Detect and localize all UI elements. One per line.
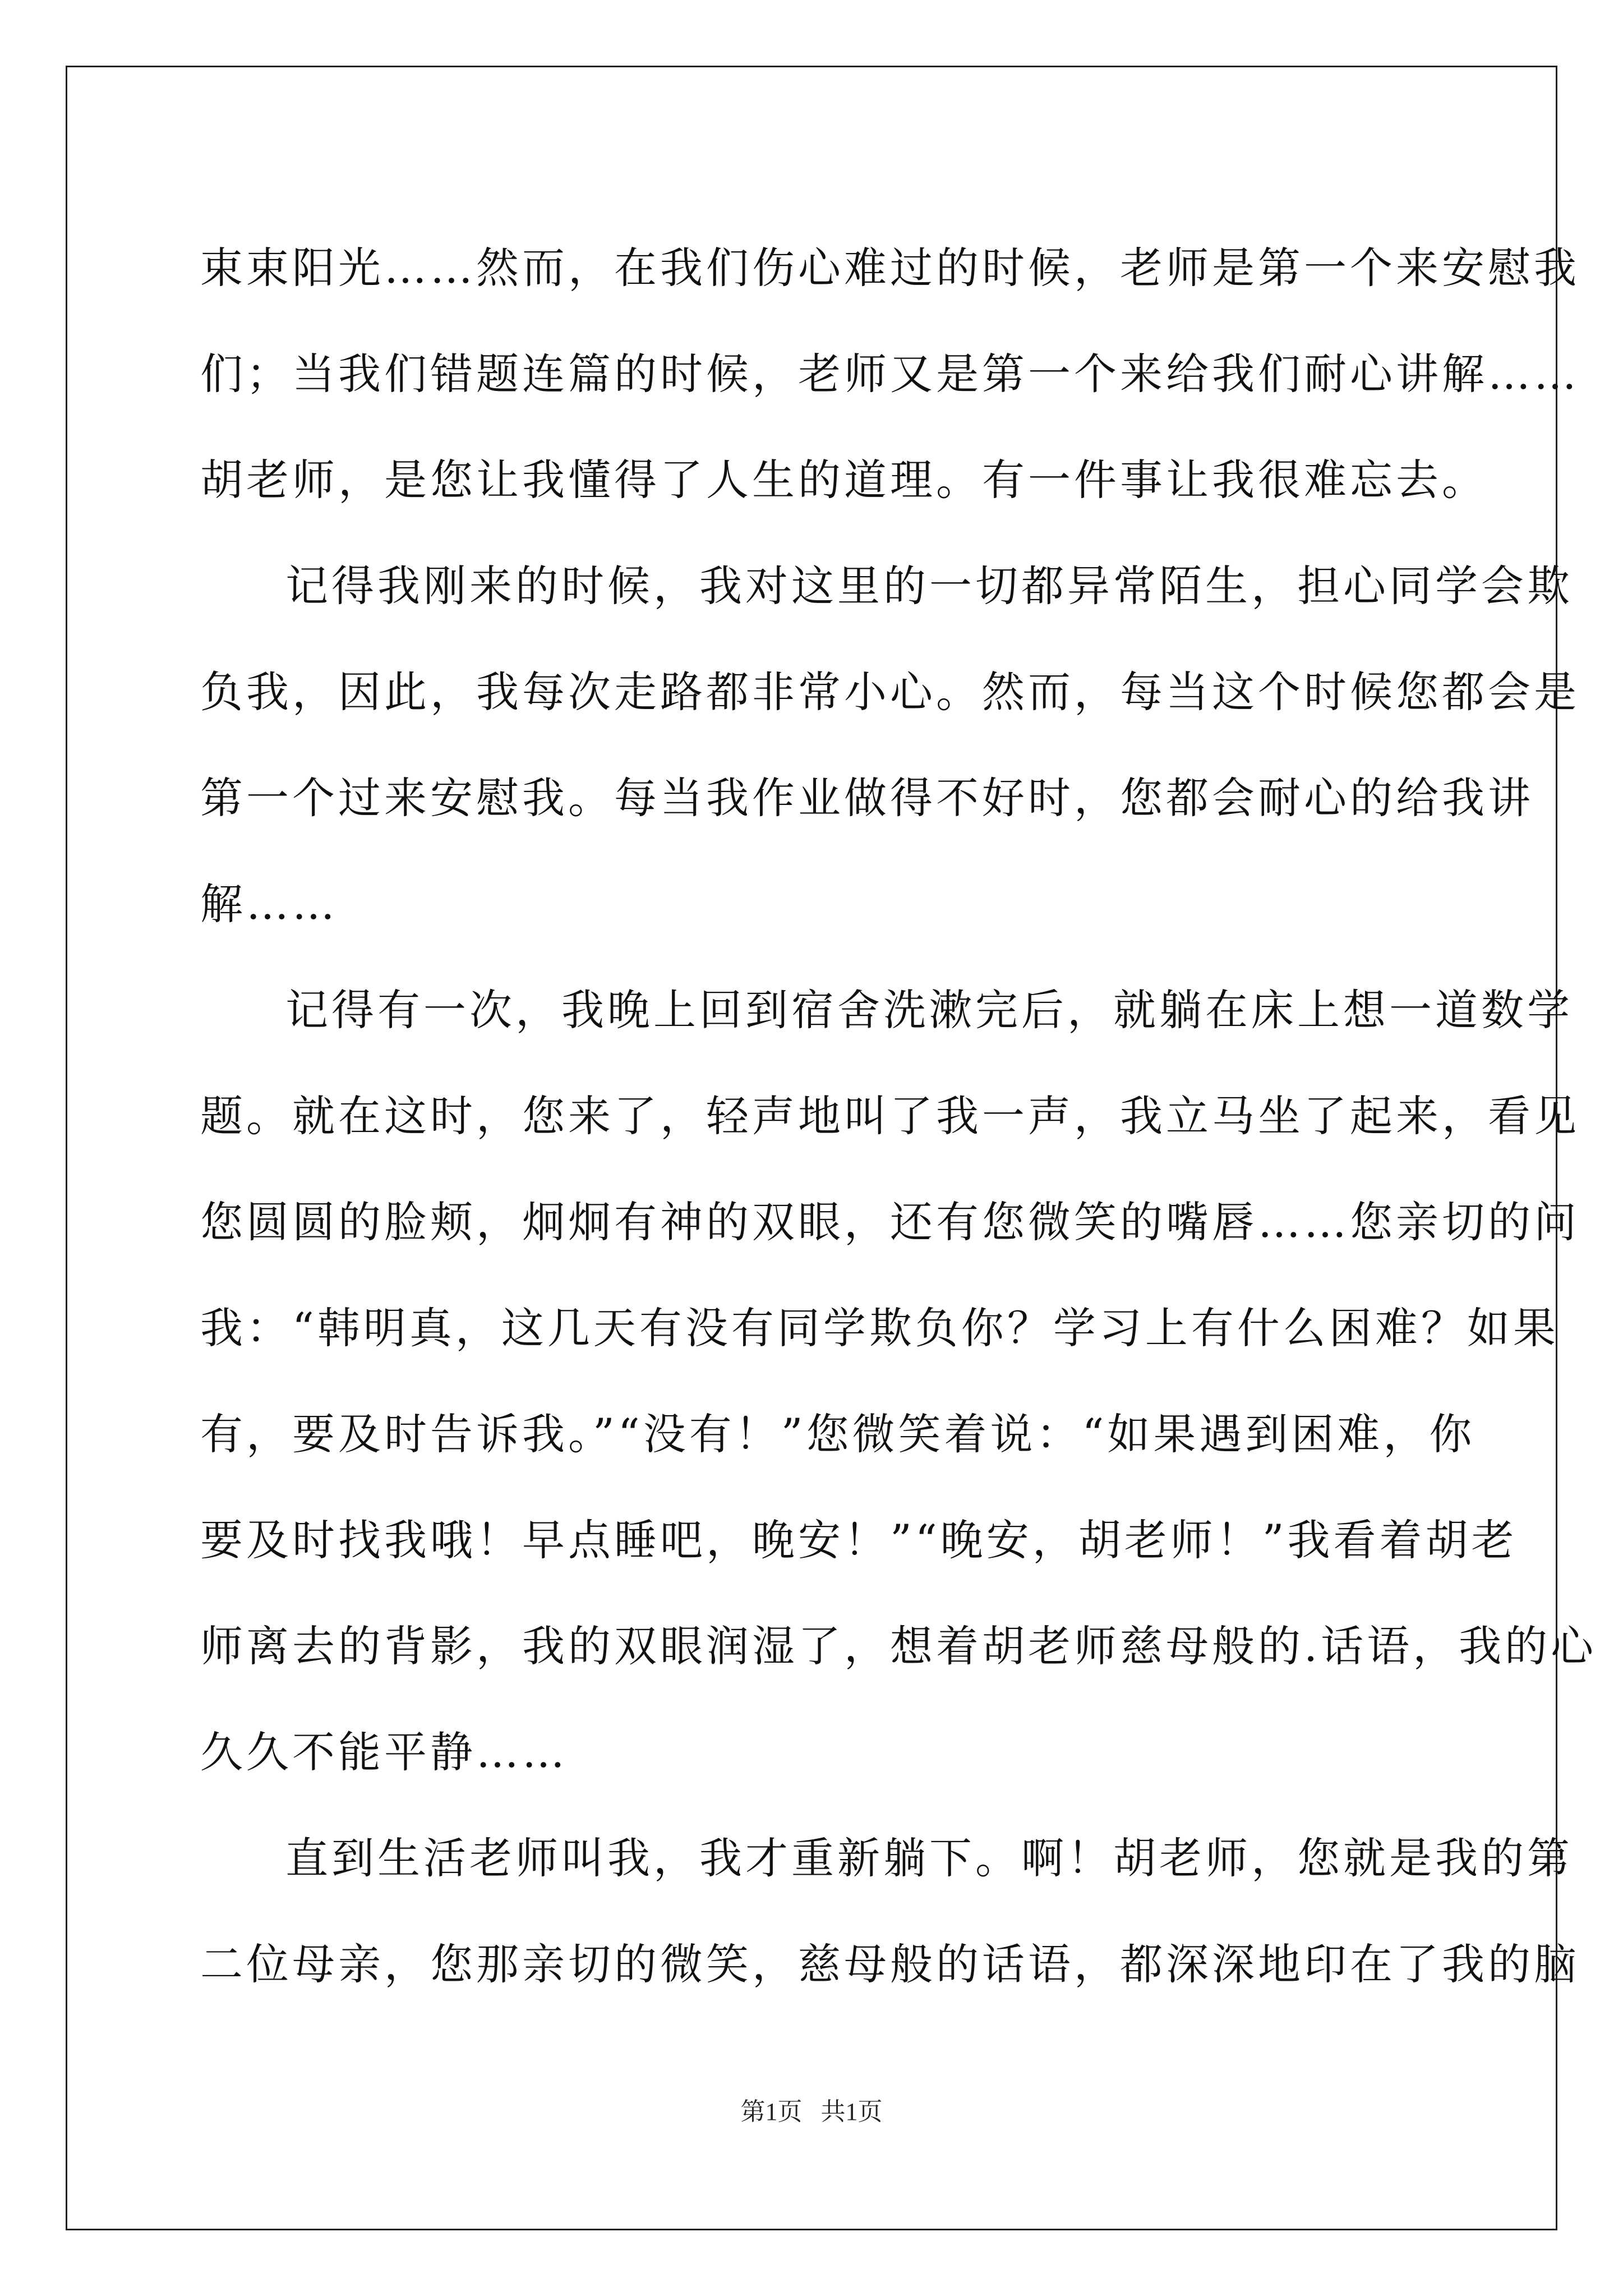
text-line: 记得有一次，我晚上回到宿舍洗漱完后，就躺在床上想一道数学: [285, 985, 1573, 1035]
text-line: 负我，因此，我每次走路都非常小心。然而，每当这个时候您都会是: [200, 667, 1580, 717]
text-line: 有，要及时告诉我。”“没有！”您微笑着说：“如果遇到困难，你: [200, 1409, 1476, 1459]
text-line: 要及时找我哦！早点睡吧，晚安！”“晚安，胡老师！”我看着胡老: [200, 1515, 1518, 1565]
page-total: 共1页: [820, 2098, 883, 2125]
text-line: 二位母亲，您那亲切的微笑，慈母般的话语，都深深地印在了我的脑: [200, 1939, 1580, 1989]
text-line: 直到生活老师叫我，我才重新躺下。啊！胡老师，您就是我的第: [285, 1833, 1573, 1883]
text-line: 记得我刚来的时候，我对这里的一切都异常陌生，担心同学会欺: [285, 561, 1573, 611]
paragraph-2: [200, 533, 1580, 957]
document-body: [200, 215, 1597, 2017]
text-line: 束束阳光……然而，在我们伤心难过的时候，老师是第一个来安慰我: [200, 243, 1580, 293]
text-line: 们；当我们错题连篇的时候，老师又是第一个来给我们耐心讲解……: [200, 349, 1580, 399]
page-number: 第1页: [740, 2098, 803, 2125]
text-line: 第一个过来安慰我。每当我作业做得不好时，您都会耐心的给我讲: [200, 773, 1534, 823]
paragraph-3: [200, 957, 1597, 1805]
text-line: 您圆圆的脸颊，炯炯有神的双眼，还有您微笑的嘴唇……您亲切的问: [200, 1197, 1580, 1247]
text-line: 题。就在这时，您来了，轻声地叫了我一声，我立马坐了起来，看见: [200, 1091, 1580, 1141]
paragraph-4: [200, 1805, 1580, 2017]
text-line: 胡老师，是您让我懂得了人生的道理。有一件事让我很难忘去。: [200, 455, 1488, 505]
text-line: 师离去的背影，我的双眼润湿了，想着胡老师慈母般的.话语，我的心: [200, 1621, 1597, 1671]
paragraph-1: [200, 215, 1580, 533]
text-line: 久久不能平静……: [200, 1727, 568, 1777]
page-footer: [0, 2095, 1623, 2129]
text-line: 我：“韩明真，这几天有没有同学欺负你？学习上有什么困难？如果: [200, 1303, 1559, 1353]
text-line: 解……: [200, 879, 338, 929]
